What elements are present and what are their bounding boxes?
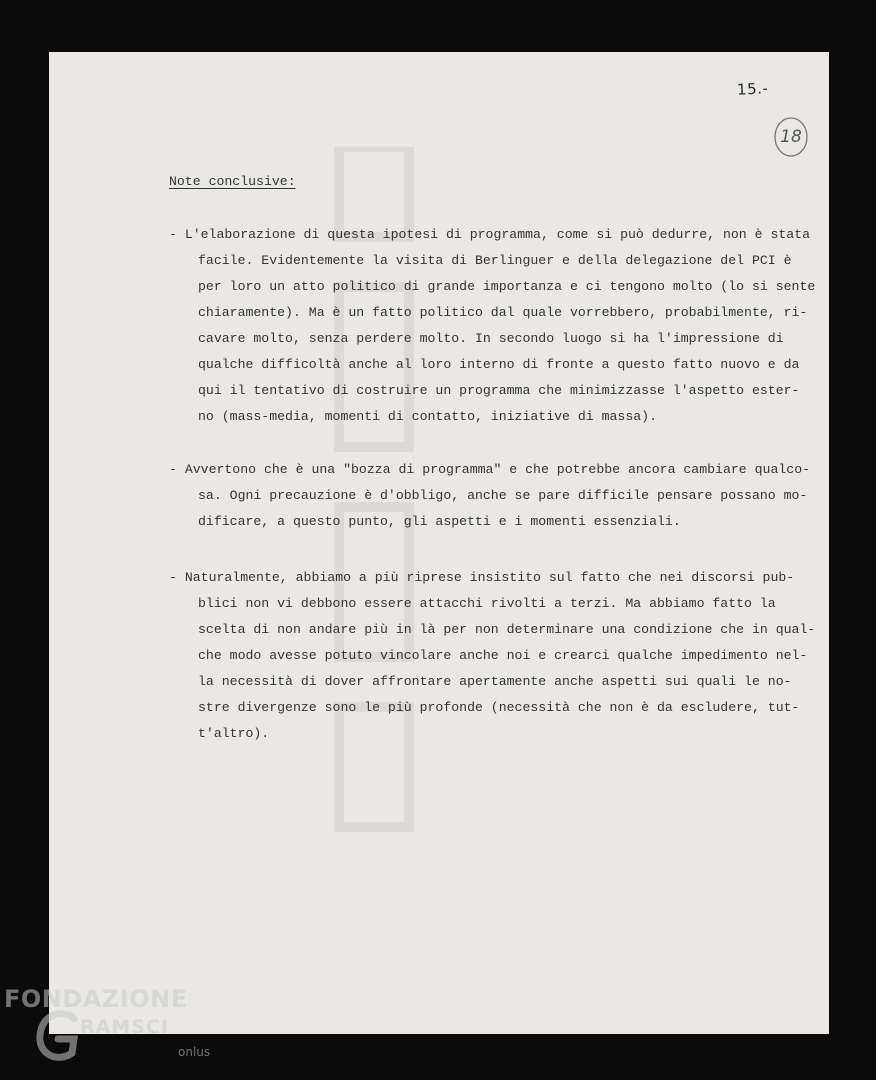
text-line: dificare, a questo punto, gli aspetti e i momenti essenziali.	[198, 514, 681, 529]
text-line: - Avvertono che è una "bozza di programma" e che potrebbe ancora cambiare qualco-	[169, 462, 811, 477]
archive-stamp	[773, 116, 809, 158]
paragraph	[169, 222, 816, 430]
fondazione-gramsci-logo	[4, 985, 219, 1075]
logo-line-2: RAMSCI	[80, 1016, 169, 1038]
text-line: blici non vi debbono essere attacchi rivolti a terzi. Ma abbiamo fatto la	[198, 596, 776, 611]
text-line: qui il tentativo di costruire un programma che minimizzasse l'aspetto ester-	[198, 383, 800, 398]
text-line: no (mass-media, momenti di contatto, iniziative di massa).	[198, 409, 657, 424]
logo-line-3: onlus	[178, 1045, 211, 1059]
text-line: chiaramente). Ma è un fatto politico dal quale vorrebbero, probabilmente, ri-	[198, 305, 808, 320]
archive-stamp-number: 18	[780, 127, 802, 147]
text-line: per loro un atto politico di grande importanza e ci tengono molto (lo si sente	[198, 279, 816, 294]
text-line: stre divergenze sono le più profonde (necessità che non è da escludere, tut-	[198, 700, 800, 715]
text-line: che modo avesse potuto vincolare anche noi e crearci qualche impedimento nel-	[198, 648, 808, 663]
text-line: scelta di non andare più in là per non determinare una condizione che in qual-	[198, 622, 816, 637]
paragraph	[169, 457, 809, 535]
text-line: facile. Evidentemente la visita di Berlinguer e della delegazione del PCI è	[198, 253, 792, 268]
page-number: 15.-	[736, 79, 769, 99]
text-line: la necessità di dover affrontare apertamente anche aspetti sui quali le no-	[198, 674, 792, 689]
text-line: - Naturalmente, abbiamo a più riprese insistito sul fatto che nei discorsi pub-	[169, 570, 795, 585]
text-line: t'altro).	[198, 726, 270, 741]
logo-line-1: FONDAZIONE	[4, 985, 188, 1013]
text-line: - L'elaborazione di questa ipotesi di programma, come si può dedurre, non è stata	[169, 227, 811, 242]
paragraph	[169, 565, 816, 747]
text-line: sa. Ogni precauzione è d'obbligo, anche se pare difficile pensare possano mo-	[198, 488, 808, 503]
logo-g-icon	[34, 1007, 82, 1067]
section-heading: Note conclusive:	[169, 174, 296, 189]
text-line: qualche difficoltà anche al loro interno di fronte a questo fatto nuovo e da	[198, 357, 800, 372]
document-page	[49, 52, 829, 1034]
text-line: cavare molto, senza perdere molto. In secondo luogo si ha l'impressione di	[198, 331, 784, 346]
